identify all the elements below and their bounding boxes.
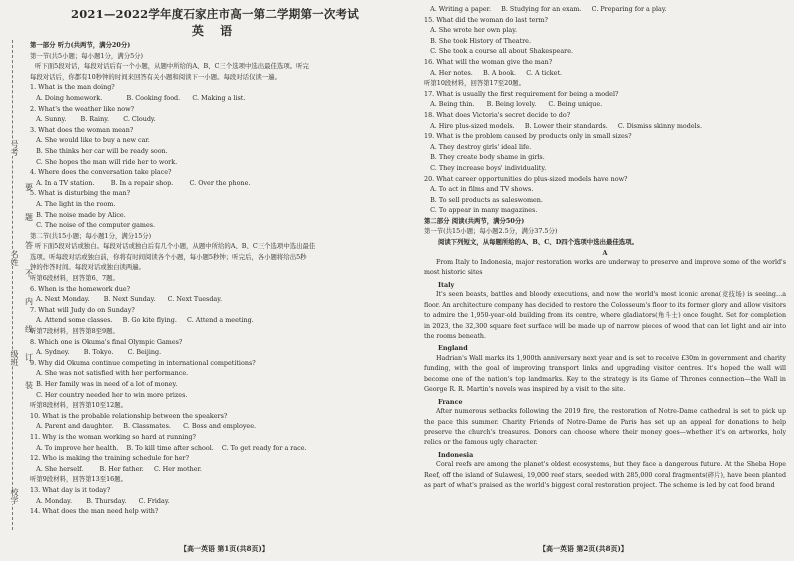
passage-heading: France [438,397,463,406]
binding-warning-char: 要 [25,183,33,192]
exam-line: 听第6段材料，回答第6、7题。 [30,274,119,283]
binding-warning-char: 内 [25,297,33,306]
passage-paragraph: From Italy to Indonesia, major restoration works are underway to preserve and improve some of the world's most historic sites [424,259,786,277]
exam-line: A [602,248,608,257]
exam-number-label: 号考 [4,140,18,156]
exam-line: 第一节(共15小题；每小题2.5分，满分37.5分) [424,227,558,236]
page-1 [30,0,400,561]
exam-line: A. Writing a paper. B. Studying for an exam. C. Preparing for a play. [424,5,667,13]
exam-line: 9. Why did Okuma continue competing in international competitions? [30,358,256,367]
passage-paragraph: It's seen beasts, battles and bloody executions, and now the world's most iconic arena(竞技场) is seeing…a floor. An architecture company has decided to restore the Colosseum's floor to its former glory and allow visitors to admire the 1,950-year-old building from its centre, where gladiators(角斗士) once fought. Set for completion in 2023, the 32,300 square feet surface will be made up of narrow pieces of wood that can let light and air into the rooms beneath. [424,291,786,341]
exam-line: A. The light in the room. [30,199,116,208]
exam-line: B. She thinks her car will be ready soon. [30,146,168,155]
exam-line: C. She took a course all about Shakespeare. [424,47,574,56]
name-label: 名姓 [4,250,18,266]
exam-line: B. They create body shame in girls. [424,153,545,162]
binding-warning-char: 不 [25,269,33,278]
binding-dashed-line [12,40,13,530]
exam-line: 听下面5段对话或独白。每段对话或独白后有几个小题，从题中所给的A、B、C三个选项中选出最佳 [35,242,316,251]
exam-line: 选项。听每段对话或独白前，你将有时间阅读各个小题，每小题5秒钟；听完后，各小题将给出5秒 [30,252,307,261]
binding-warning-char: 订 [25,353,33,362]
exam-line: A. She herself. B. Her father. C. Her mother. [30,464,202,473]
reading-passage-a [424,258,786,493]
passage-paragraph: Hadrian's Wall marks its 1,900th anniversary next year and is set to receive £30m in government and charity funding, with the goal of improving transport links and upgrading visitor centres. It's hoped the wall will become one of the nation's top landmarks. Key to the strategy is its Game of Thrones connection—the Wall in George R. R. Martin's novels was inspired by a visit to the site. [424,355,786,394]
exam-line: A. Attend some classes. B. Go kite flying. C. Attend a meeting. [30,316,254,325]
page-footer: 【高一英语 第1页(共8页)】 [180,544,269,553]
exam-line: 听下面5段对话，每段对话后有一个小题，从题中所给的A、B、C三个选项中选出最佳选项。听完 [35,62,309,71]
exam-line: C. Her country needed her to win more prizes. [30,390,188,399]
exam-line: 6. When is the homework due? [30,284,131,293]
exam-line: 第一节(共5小题；每小题1分，满分5分) [30,51,144,60]
passage-heading: England [438,344,468,353]
exam-line: A. Parent and daughter. B. Classmates. C. Boss and employee. [30,422,257,431]
listening-section [30,40,400,517]
passage-paragraph: Coral reefs are among the planet's oldest ecosystems, but they face a dangerous future. At the Sheba Hope Reef, off the island of Sulawesi, 19,000 reef stars, seeded with 285,000 coral fragments(碎片), have been planted as part of what's praised as the world's biggest coral restoration project. The scheme is led by cat food brand [424,461,786,490]
exam-line: A. To act in films and TV shows. [424,185,534,194]
exam-line: 阅读下列短文，从每题所给的A、B、C、D四个选项中选出最佳选项。 [438,238,638,247]
exam-line: A. Sydney. B. Tokyo. C. Beijing. [30,348,162,357]
exam-line: A. Hire plus-sized models. B. Lower their standards. C. Dismiss skinny models. [424,121,702,130]
exam-line: 钟的作答时间。每段对话或独白读两遍。 [30,263,146,272]
exam-line: A. She wrote her own play. [424,26,518,35]
exam-line: 第一部分 听力(共两节，满分20分) [30,41,131,49]
passage-heading: Italy [438,280,455,289]
exam-line: A. Her notes. B. A book. C. A ticket. [424,68,563,77]
exam-line: A. They destroy girls' ideal life. [424,142,532,151]
exam-line: A. She was not satisfied with her performance. [30,369,189,378]
exam-line: A. She would like to buy a new car. [30,136,150,145]
exam-line: 7. What will Judy do on Sunday? [30,305,135,314]
exam-line: A. Doing homework. B. Cooking food. C. Making a list. [30,93,246,102]
exam-line: B. The noise made by Alice. [30,210,126,219]
passage-heading: Indonesia [438,450,474,459]
school-label: 校学 [4,488,18,504]
exam-line: 11. Why is the woman working so hard at running? [30,432,196,441]
exam-line: B. To sell products as saleswomen. [424,195,543,204]
exam-line: 13. What day is it today? [30,485,111,494]
exam-line: 19. What is the problem caused by products only in small sizes? [424,132,632,141]
exam-line: A. Being thin. B. Being lovely. C. Being unique. [424,100,603,109]
passage-paragraph: After numerous setbacks following the 2019 fire, the restoration of Notre-Dame cathedral is set to pick up the pace this summer. Charity Friends of Notre-Dame de Paris has set up an appeal for donations to help preserve the church's treasures. Donors can choose where their money goes—whether it's on artworks, holy relics or the famous ugly character. [424,408,786,447]
exam-line: C. They increase boys' individuality. [424,163,547,172]
exam-line: 16. What will the woman give the man? [424,57,553,66]
exam-title: 2021—2022学年度石家庄市高一第二学期第一次考试 [71,7,359,21]
exam-line: 听第7段材料，回答第8至9题。 [30,327,119,336]
binding-strip [0,0,24,561]
exam-line: 12. Who is making the training schedule for her? [30,454,190,463]
exam-line: 听第9段材料，回答第13至16题。 [30,475,128,484]
exam-line: 15. What did the woman do last term? [424,15,548,24]
exam-line: 4. Where does the conversation take place? [30,168,172,177]
exam-line: 17. What is usually the first requirement for being a model? [424,89,619,98]
class-label: 级班 [4,350,18,366]
exam-line: 听第8段材料，回答第10至12题。 [30,401,128,410]
exam-line: 1. What is the man doing? [30,83,115,92]
exam-line: A. Sunny. B. Rainy. C. Cloudy. [30,115,156,124]
exam-line: C. The noise of the computer games. [30,221,156,230]
exam-line: A. To improve her health. B. To kill time after school. C. To get ready for a race. [30,443,307,452]
exam-line: B. Her family was in need of a lot of money. [30,380,178,388]
exam-line: 2. What's the weather like now? [30,104,135,113]
binding-warning-char: 答 [25,241,33,250]
binding-warning-char: 装 [25,381,33,390]
exam-line: A. Monday. B. Thursday. C. Friday. [30,496,170,505]
page-footer: 【高一英语 第2页(共8页)】 [539,544,628,553]
exam-line: 3. What does the woman mean? [30,125,134,134]
binding-warning-char: 线 [25,325,33,334]
exam-line: C. She hopes the man will ride her to work. [30,157,178,166]
exam-line: 第二节(共15小题；每小题1分，满分15分) [30,231,152,240]
exam-line: B. She took History of Theatre. [424,36,531,45]
exam-line: 第二部分 阅读(共两节，满分50分) [424,216,525,225]
exam-line: 10. What is the probable relationship between the speakers? [30,411,228,420]
exam-line: 8. Which one is Okuma's final Olympic Games? [30,337,183,346]
exam-line: A. In a TV station. B. In a repair shop. C. Over the phone. [30,178,251,187]
exam-line: 14. What does the man need help with? [30,507,159,516]
subject-title: 英 语 [191,24,239,38]
exam-line: 听第10段材料，回答第17至20题。 [424,79,526,88]
exam-line: 5. What is disturbing the man? [30,189,131,198]
exam-line: 18. What does Victoria's secret decide to do? [424,110,571,119]
exam-line: A. Next Monday. B. Next Sunday. C. Next Tuesday. [30,295,223,304]
binding-warning-char: 题 [25,213,33,222]
page-2 [424,0,786,561]
exam-line: 每段对话后，你都有10秒钟的时间来回答有关小题和阅读下一小题。每段对话仅读一遍。 [30,72,281,81]
exam-line: C. To appear in many magazines. [424,206,538,215]
questions-continued [424,4,786,258]
exam-line: 20. What career opportunities do plus-sized models have now? [424,174,628,183]
